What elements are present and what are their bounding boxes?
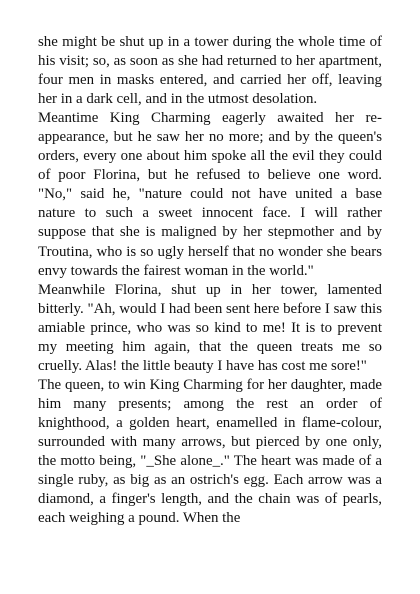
paragraph: The queen, to win King Charming for her daughter, made him many presents; among the rest an order of knighthood, a golden heart, enamelled in flame-colour, surrounded with many arrows, but pierced by one only, the motto being, "_She alone_." The heart was made of a single ruby, as big as an ostrich's egg. Each arrow was a diamond, a finger's length, and the chain was of pearls, each weighing a pound. When the (38, 376, 382, 527)
document-page (38, 33, 382, 528)
paragraph: Meanwhile Florina, shut up in her tower, lamented bitterly. "Ah, would I had been sent here before I saw this amiable prince, who was so kind to me! It is to prevent my meeting him again, that the queen treats me so cruelly. Alas! the little beauty I have has cost me sore!" (38, 281, 382, 374)
paragraph: Meantime King Charming eagerly awaited her re-appearance, but he saw her no more; and by the queen's orders, every one about him spoke all the evil they could of poor Florina, but he refused to believe one word. "No," said he, "nature could not have united a base nature to such a sweet innocent face. I will rather suppose that she is maligned by her stepmother and by Troutina, who is so ugly herself that no wonder she bears envy towards the fairest woman in the world." (38, 110, 382, 279)
paragraph: she might be shut up in a tower during the whole time of his visit; so, as soon as she had returned to her apartment, four men in masks entered, and carried her off, leaving her in a dark cell, and in the utmost desolation. (38, 34, 382, 108)
